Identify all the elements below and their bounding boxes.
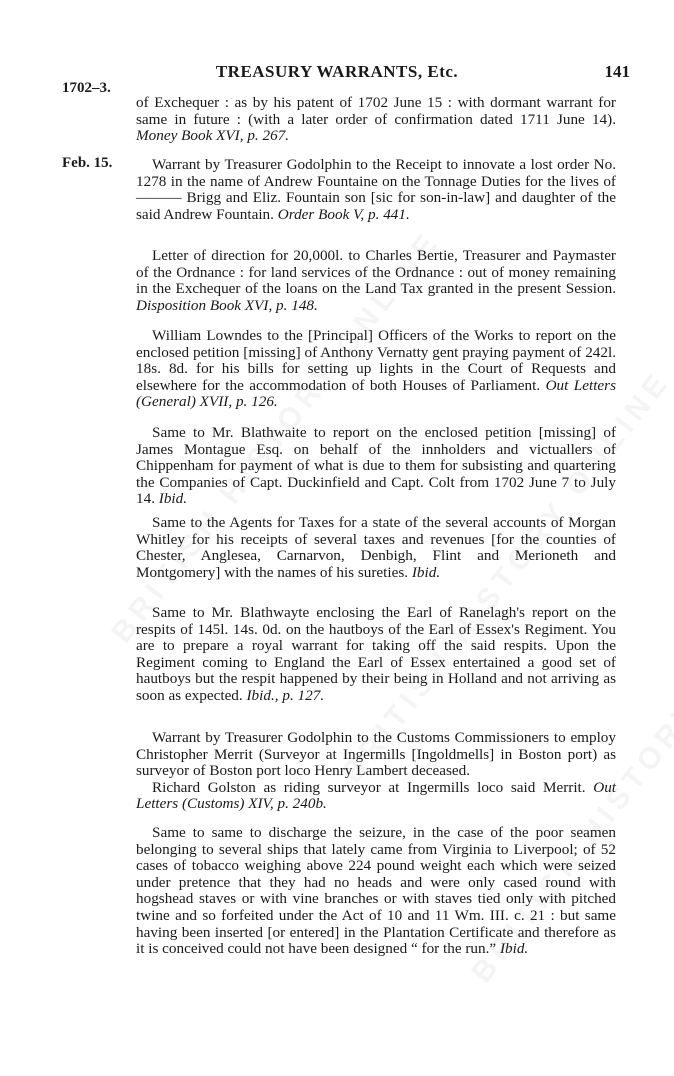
margin-year: 1702–3. [62,80,111,96]
entry-reference: Out Letters (General) XVII, p. 126. [136,376,616,411]
entry-text: Same to the Agents for Taxes for a state of the several accounts of Morgan Whitley for his receipts of several taxes and revenues [for the counties of Chester, Anglesea, Carnarvon, Denbigh, Flint and Merioneth and Montgomery] with the names of his sureties. [136,514,616,581]
entry-paragraph [136,730,616,780]
entry-text: Same to Mr. Blathwaite to report on the enclosed petition [missing] of James Montague Esq. on behalf of the innholders and victuallers of Chippenham for payment of what is due to them for subsisting and quartering the Companies of Capt. Duckinfield and Capt. Colt from 1702 June 7 to July 14. [136,424,616,508]
entry-text: Same to Mr. Blathwayte enclosing the Earl of Ranelagh's report on the respits of 145l. 14s. 0d. on the hautboys of the Earl of Essex's Regiment. You are to prepare a royal warrant for taking off the said respits. Upon the Regiment coming to England the Earl of Essex entertained a good set of hautboys but the respit happened by their being in Holland and not arriving as soon as expected. [136,604,616,704]
entry-reference: Out Letters (Customs) XIV, p. 240b. [136,778,617,813]
entry-money-book [136,95,616,145]
entry-text: Warrant by Treasurer Godolphin to the Customs Commissioners to employ Christopher Merrit (Surveyor at Ingermills [Ingoldmells] in Boston port) as surveyor of Boston port loco Henry Lambert deceased. [136,729,616,780]
entry-paragraph [136,605,616,705]
entry-text: Same to same to discharge the seizure, in the case of the poor seamen belonging to several ships that lately came from Virginia to Liverpool; of 52 cases of tobacco weighing above 224 pound weight each which were seized under pretence that they had no heads and were only cased round with hogshead staves or with vine branches or with staves tied only with pitched twine and so forfeited under the Act of 10 and 11 Wm. III. c. 21 : but same having been inserted [or entered] in the Plantation Certificate and therefore as it is conceived could not have been designed “ for the run.” [136,824,616,958]
entry-paragraph [136,157,616,223]
entry-ordnance [136,248,616,314]
entry-text: Richard Golston as riding surveyor at Ingermills loco said Merrit. [152,778,586,796]
margin-date: Feb. 15. [62,155,113,171]
entry-paragraph [136,825,616,958]
entry-reference: Ibid., p. 127. [246,686,325,704]
entry-paragraph [136,425,616,508]
entry-reference: Order Book V, p. 441. [277,205,410,223]
entry-reference: Money Book XVI, p. 267. [136,127,290,145]
page-number: 141 [604,62,630,81]
entry-reference: Ibid. [158,490,188,508]
running-header-title: TREASURY WARRANTS, Etc. [215,62,459,81]
entry-hautboys [136,605,616,705]
entry-paragraph [136,515,616,581]
entry-text: William Lowndes to the [Principal] Officers of the Works to report on the enclosed petition [missing] of Anthony Vernatty gent praying payment of 242l. 18s. 8d. for his bills for setting up lights in the Court of Requests and elsewhere for the accommodation of both Houses of Parliament. [136,327,616,394]
entry-text: Letter of direction for 20,000l. to Charles Bertie, Treasurer and Paymaster of the Ordnance : for land services of the Ordnance : out of money remaining in the Exchequer of the loans on the Land Tax granted in the present Session. [136,247,616,298]
entry-reference: Ibid. [499,940,529,958]
entry-paragraph [136,95,616,145]
entry-customs-merrit [136,730,616,813]
entry-text: of Exchequer : as by his patent of 1702 June 15 : with dormant warrant for same in future : (with a later order of confirmation dated 1711 June 14). [136,94,616,128]
entry-reference: Ibid. [411,563,441,581]
entry-paragraph [136,780,616,813]
entry-paragraph [136,248,616,314]
entry-lost-order [136,157,616,223]
entry-works [136,328,616,411]
entry-agents-for-taxes [136,515,616,581]
entry-reference: Disposition Book XVI, p. 148. [136,296,318,314]
entry-text: Warrant by Treasurer Godolphin to the Receipt to innovate a lost order No. 1278 in the name of Andrew Fountaine on the Tonnage Duties for the lives of ——— Brigg and Eliz. Fountain son [sic for son-in-law] and daughter of the said Andrew Fountain. [136,156,616,223]
entry-paragraph [136,328,616,411]
entry-tobacco-seizure [136,825,616,958]
entry-chippenham [136,425,616,508]
